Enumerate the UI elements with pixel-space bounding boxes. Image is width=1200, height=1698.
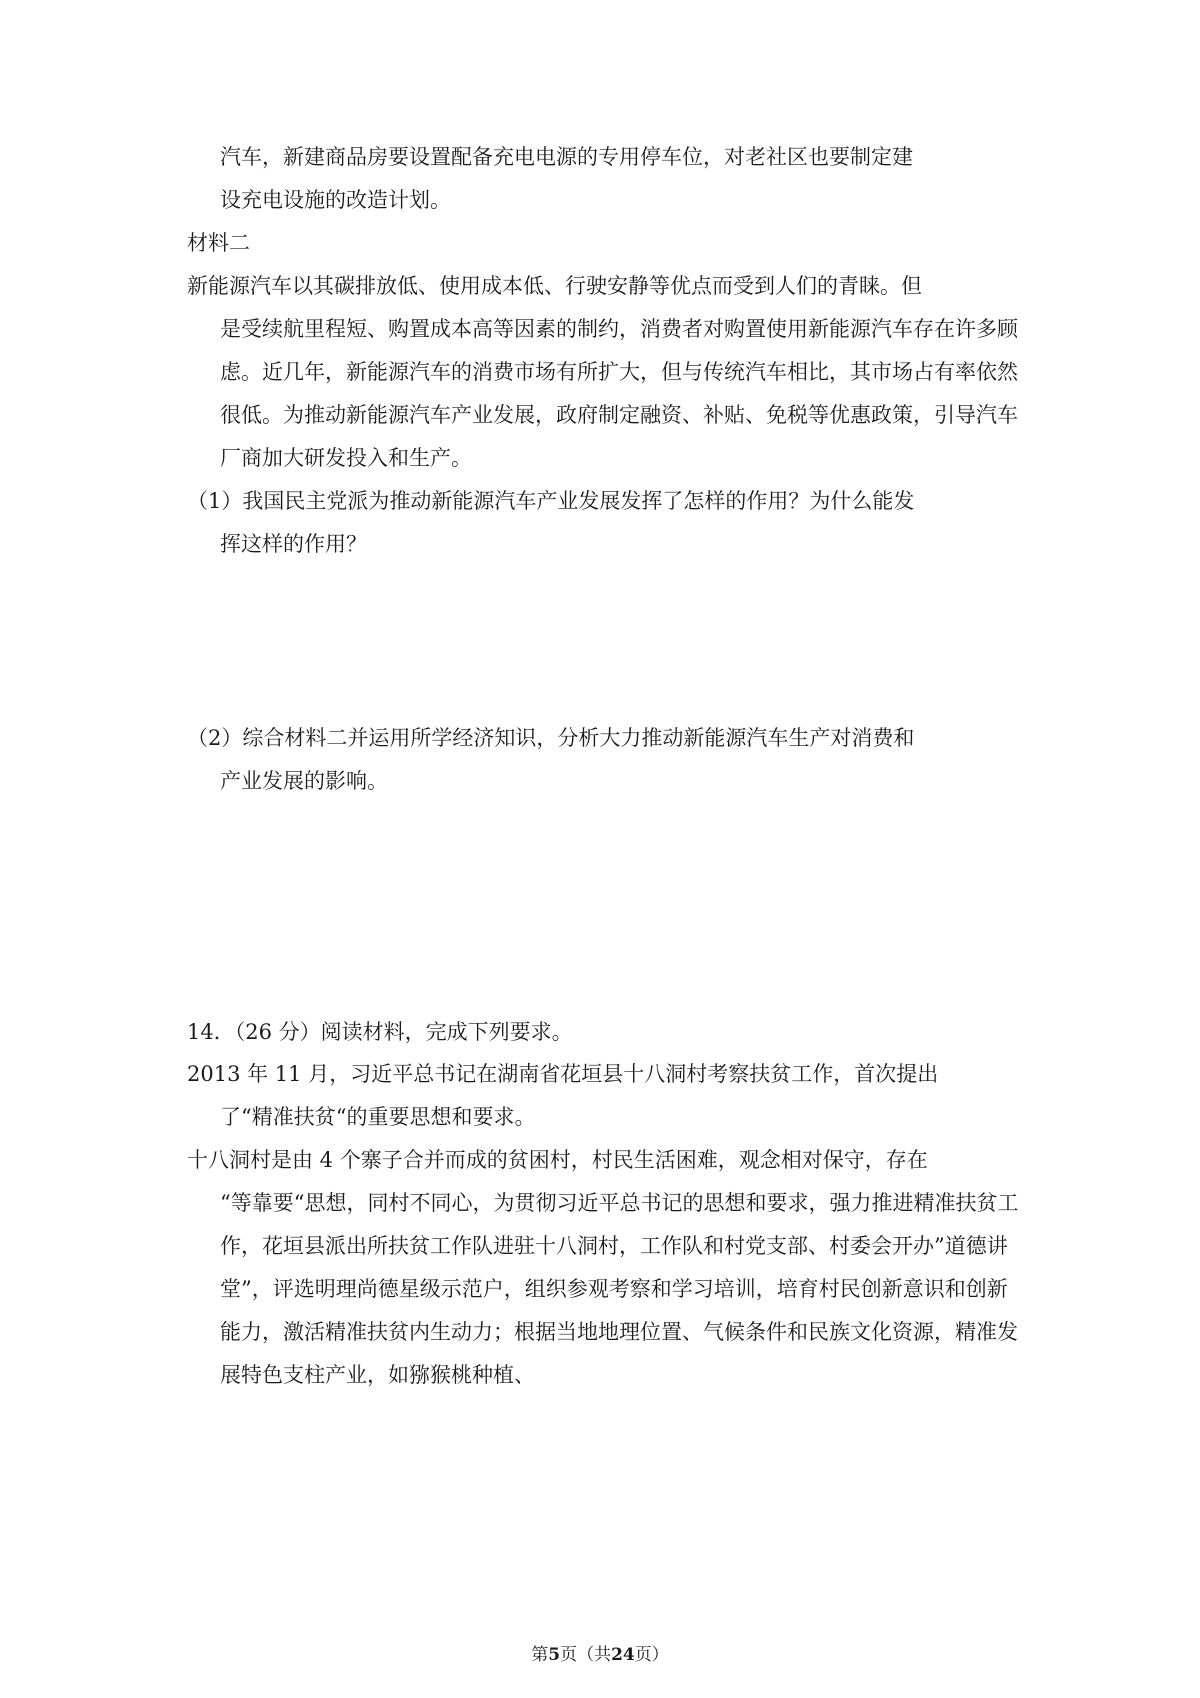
question-1-rest: 挥这样的作用？: [220, 532, 367, 556]
intro-line-2: 设充电设施的改造计划。: [220, 188, 451, 212]
page-footer: [0, 1640, 1200, 1665]
question-1-first-line: （1）我国民主党派为推动新能源汽车产业发展发挥了怎样的作用？为什么能发: [187, 489, 915, 513]
footer-suffix: 页）: [634, 1645, 669, 1665]
intro-line-1: 汽车，新建商品房要设置配备充电电源的专用停车位，对老社区也要制定建: [220, 145, 913, 169]
q14-para2-rest: “等靠要“思想，同村不同心，为贯彻习近平总书记的思想和要求，强力推进精准扶贫工作，花垣县派出所扶贫工作队进驻十八洞村，工作队和村党支部、村委会开办”道德讲堂”，评选明理尚德星级示范户，组织参观考察和学习培训，培育村民创新意识和创新能力，激活精准扶贫内生动力；根据当地地理位置、气候条件和民族文化资源，精准发展特色支柱产业，如猕猴桃种植、: [220, 1191, 1019, 1387]
q14-para1-rest: 了“精准扶贫“的重要思想和要求。: [220, 1105, 536, 1129]
question-2-rest: 产业发展的影响。: [220, 769, 388, 793]
q14-para1-first-line: 2013 年 11 月，习近平总书记在湖南省花垣县十八洞村考察扶贫工作，首次提出: [187, 1062, 939, 1086]
material2-first-line: 新能源汽车以其碳排放低、使用成本低、行驶安静等优点而受到人们的青睐。但: [187, 274, 922, 298]
material2-rest: 是受续航里程短、购置成本高等因素的制约，消费者对购置使用新能源汽车存在许多顾虑。近几年，新能源汽车的消费市场有所扩大，但与传统汽车相比，其市场占有率依然很低。为推动新能源汽车产业发展，政府制定融资、补贴、免税等优惠政策，引导汽车厂商加大研发投入和生产。: [220, 317, 1018, 470]
question-14-paragraph-1: [187, 1053, 1022, 1139]
footer-middle: 页（共: [560, 1645, 612, 1665]
question-14-title: 14．（26 分）阅读材料，完成下列要求。: [187, 1020, 573, 1044]
footer-page-number: 5: [548, 1645, 561, 1665]
material2-paragraph: [187, 265, 1022, 480]
question-2-first-line: （2）综合材料二并运用所学经济知识，分析大力推动新能源汽车生产对消费和: [187, 726, 915, 750]
question-1: [187, 480, 1022, 566]
intro-continuation: [187, 136, 1022, 222]
question-14-paragraph-2: [187, 1139, 1022, 1397]
footer-prefix: 第: [531, 1645, 549, 1665]
q14-para2-first-line: 十八洞村是由 4 个寨子合并而成的贫困村，村民生活困难，观念相对保守，存在: [187, 1148, 928, 1172]
material2-label: 材料二: [187, 231, 250, 255]
question-2: [187, 717, 1022, 803]
footer-total-pages: 24: [611, 1645, 635, 1665]
